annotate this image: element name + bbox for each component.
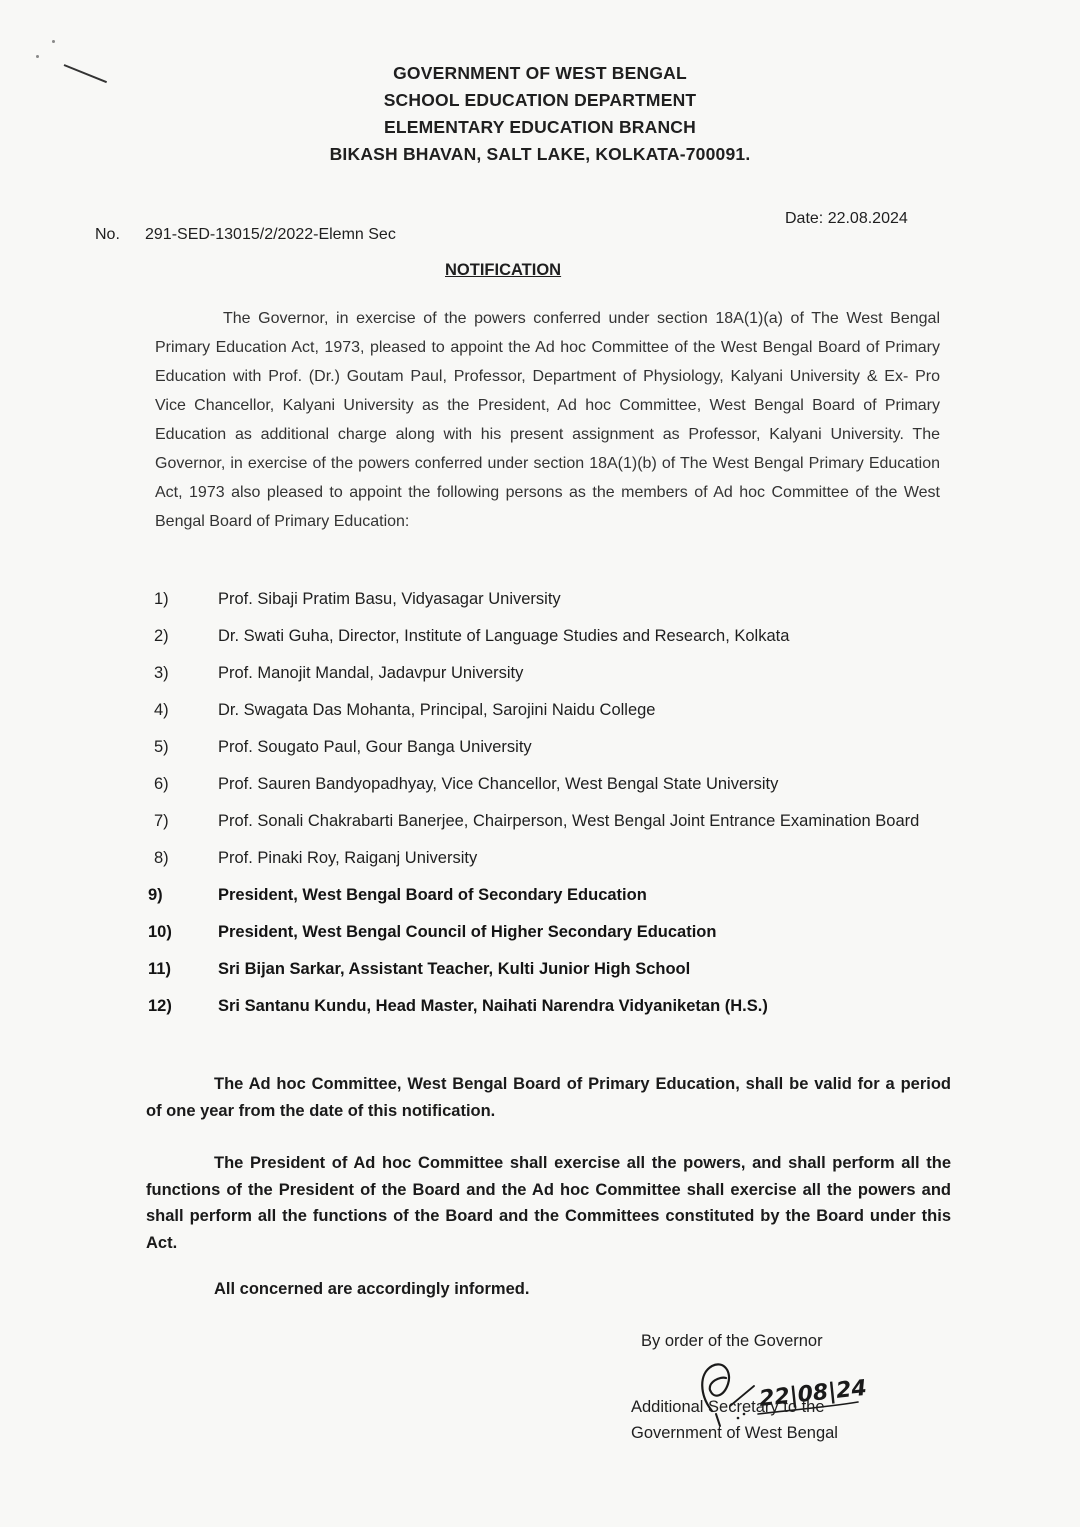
reference-value: 291-SED-13015/2/2022-Elemn Sec — [145, 226, 396, 243]
list-item — [140, 994, 950, 1019]
member-list — [140, 587, 950, 1019]
notification-title: NOTIFICATION — [445, 261, 562, 279]
list-item-text: Prof. Sougato Paul, Gour Banga University — [218, 738, 532, 756]
list-item-number: 5) — [154, 738, 169, 756]
list-item — [140, 735, 950, 760]
list-item-text: Prof. Sibaji Pratim Basu, Vidyasagar University — [218, 590, 561, 608]
list-item-number: 11) — [148, 960, 171, 978]
list-item — [140, 772, 950, 797]
scan-speck — [36, 55, 39, 58]
list-item-number: 3) — [154, 664, 169, 682]
notification-body-paragraph — [155, 304, 940, 536]
list-item-text: Sri Bijan Sarkar, Assistant Teacher, Kulti Junior High School — [218, 960, 691, 978]
scan-speck — [52, 40, 55, 43]
list-item-text: President, West Bengal Board of Secondary Education — [218, 886, 647, 904]
list-item — [140, 624, 950, 649]
list-item-number: 9) — [148, 886, 163, 904]
designation-line: Government of West Bengal — [631, 1424, 838, 1442]
list-item-number: 10) — [148, 923, 172, 941]
notification-date: Date: 22.08.2024 — [785, 210, 908, 227]
letterhead-address: BIKASH BHAVAN, SALT LAKE, KOLKATA-700091. — [329, 144, 751, 164]
list-item-number: 1) — [154, 590, 169, 608]
list-item-text: Dr. Swati Guha, Director, Institute of Language Studies and Research, Kolkata — [218, 627, 790, 645]
validity-paragraph — [146, 1071, 951, 1124]
list-item-text: Dr. Swagata Das Mohanta, Principal, Sarojini Naidu College — [218, 701, 656, 719]
list-item — [140, 846, 950, 871]
paragraph-text: The Ad hoc Committee, West Bengal Board of Primary Education, shall be valid for a period of one year from the date of this notification. — [146, 1075, 951, 1120]
reference-number — [95, 216, 396, 244]
letterhead-line: SCHOOL EDUCATION DEPARTMENT — [383, 90, 697, 110]
list-item-number: 4) — [154, 701, 169, 719]
list-item-text: Sri Santanu Kundu, Head Master, Naihati Narendra Vidyaniketan (H.S.) — [218, 997, 768, 1015]
list-item — [140, 920, 950, 945]
letterhead-line: GOVERNMENT OF WEST BENGAL — [393, 63, 687, 83]
paragraph-text: The President of Ad hoc Committee shall exercise all the powers, and shall perform all the functions of the President of the Board and the Ad hoc Committee shall exercise all the powers and shall perform all the functions of the Board and the Committees constituted by the Board under this Act. — [146, 1154, 951, 1252]
list-item-number: 2) — [154, 627, 169, 645]
list-item-number: 12) — [148, 997, 172, 1015]
list-item-number: 8) — [154, 849, 169, 867]
list-item — [140, 587, 950, 612]
list-item-text: Prof. Pinaki Roy, Raiganj University — [218, 849, 478, 867]
designation-line: Additional Secretary to the — [631, 1398, 825, 1416]
list-item — [140, 809, 950, 834]
list-item-text: Prof. Sonali Chakrabarti Banerjee, Chairperson, West Bengal Joint Entrance Examination Board — [218, 812, 920, 830]
list-item — [140, 661, 950, 686]
by-order-line: By order of the Governor — [641, 1332, 823, 1350]
letterhead-line: ELEMENTARY EDUCATION BRANCH — [384, 117, 696, 137]
scan-mark — [64, 64, 107, 83]
letterhead — [240, 60, 840, 168]
list-item-text: Prof. Manojit Mandal, Jadavpur University — [218, 664, 524, 682]
powers-paragraph — [146, 1150, 951, 1256]
list-item — [140, 957, 950, 982]
signature-date: 22|08|24 — [758, 1375, 868, 1412]
list-item-number: 7) — [154, 812, 169, 830]
list-item-text: Prof. Sauren Bandyopadhyay, Vice Chancellor, West Bengal State University — [218, 775, 779, 793]
closing-line: All concerned are accordingly informed. — [214, 1280, 530, 1298]
list-item-text: President, West Bengal Council of Higher Secondary Education — [218, 923, 717, 941]
designation — [631, 1394, 838, 1446]
list-item — [140, 698, 950, 723]
paragraph-text: The Governor, in exercise of the powers conferred under section 18A(1)(a) of The West Bengal Primary Education Act, 1973, pleased to appoint the Ad hoc Committee of the West Bengal Board of Primary Education with Prof. (Dr.) Goutam Paul, Professor, Department of Physiology, Kalyani University & Ex- Pro Vice Chancellor, Kalyani University as the President, Ad hoc Committee, West Bengal Board of Primary Education as additional charge along with his present assignment as Professor, Kalyani University. The Governor, in exercise of the powers conferred under section 18A(1)(b) of The West Bengal Primary Education Act, 1973 also pleased to appoint the following persons as the members of Ad hoc Committee of the West Bengal Board of Primary Education: — [155, 310, 940, 530]
reference-label: No. — [95, 226, 120, 243]
list-item-number: 6) — [154, 775, 169, 793]
list-item — [140, 883, 950, 908]
